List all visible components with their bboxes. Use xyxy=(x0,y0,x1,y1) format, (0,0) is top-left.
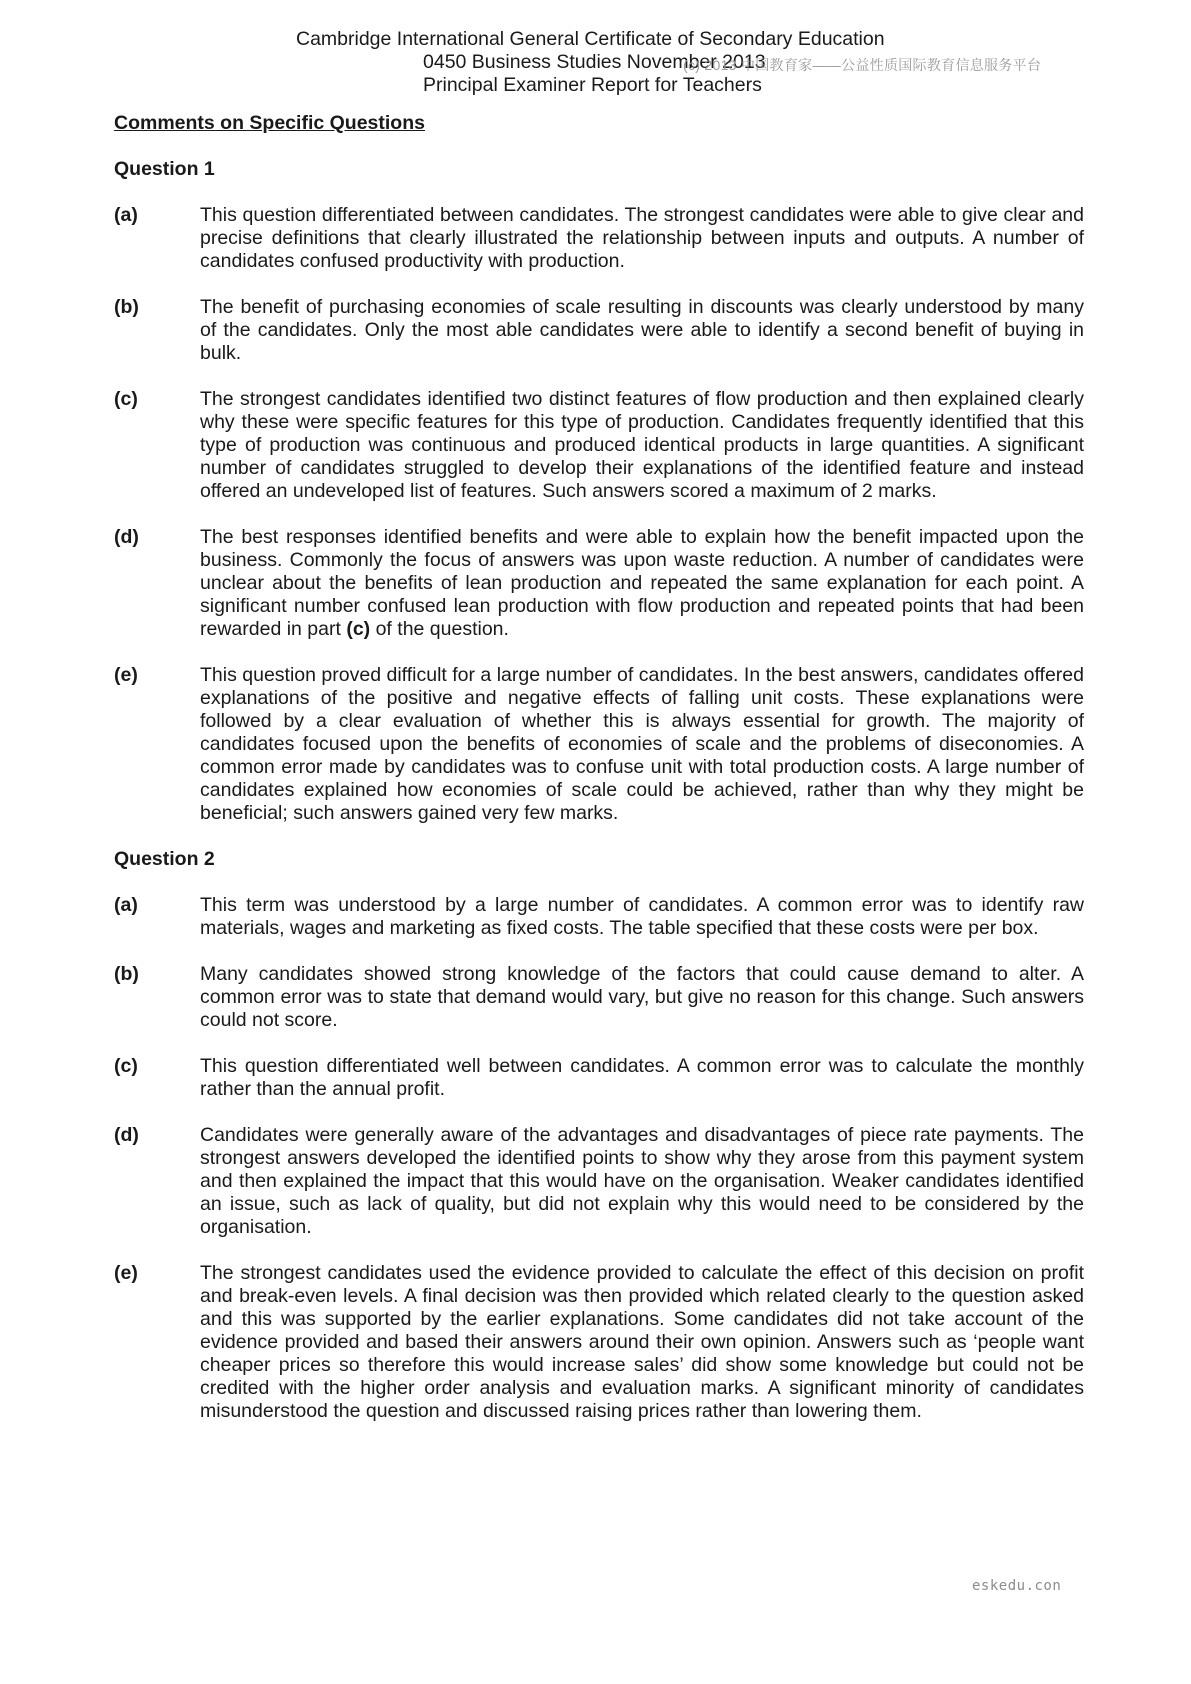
item-label: (a) xyxy=(114,894,138,916)
item-label: (e) xyxy=(114,664,138,686)
item-label: (c) xyxy=(114,388,138,410)
q1-item-e xyxy=(114,664,1084,825)
q2-item-a xyxy=(114,894,1084,940)
item-text-part: of the question. xyxy=(370,618,509,640)
item-text: The strongest candidates used the evidence provided to calculate the effect of this decision on profit and break-even levels. A final decision was then provided which related clearly to the question asked and this was supported by the earlier explanations. Some candidates did not take account of the evidence provided and based their answers around their own opinion. Answers such as ‘people want cheaper prices so therefore this would increase sales’ did show some knowledge but could not be credited with the higher order analysis and evaluation marks. A significant minority of candidates misunderstood the question and discussed raising prices rather than lowering them. xyxy=(200,1262,1084,1422)
question-1-heading: Question 1 xyxy=(114,158,215,180)
item-text: Many candidates showed strong knowledge of the factors that could cause demand to alter. A common error was to state that demand would vary, but give no reason for this change. Such answers could not score. xyxy=(200,963,1084,1031)
q1-item-a xyxy=(114,204,1084,273)
header-line-2: 0450 Business Studies November 2013 xyxy=(423,51,766,73)
header-line-3: Principal Examiner Report for Teachers xyxy=(423,74,762,96)
q1-item-b xyxy=(114,296,1084,365)
item-text-part: The best responses identified benefits and were able to explain how the benefit impacted upon the business. Commonly the focus of answers was upon waste reduction. A number of candidates were unclear about the benefits of lean production and repeated the same explanation for each point. A significant number confused lean production with flow production and repeated points that had been rewarded in part xyxy=(200,526,1084,640)
item-label: (e) xyxy=(114,1262,138,1284)
q2-item-c xyxy=(114,1055,1084,1101)
item-text: This question differentiated well between candidates. A common error was to calculate the monthly rather than the annual profit. xyxy=(200,1055,1084,1100)
section-title: Comments on Specific Questions xyxy=(114,112,425,134)
item-label: (b) xyxy=(114,963,139,985)
item-text xyxy=(200,526,1084,641)
item-label: (d) xyxy=(114,1124,139,1146)
q2-item-b xyxy=(114,963,1084,1032)
item-text: This question proved difficult for a large number of candidates. In the best answers, candidates offered explanations of the positive and negative effects of falling unit costs. These explanations were followed by a clear evaluation of whether this is always essential for growth. The majority of candidates focused upon the benefits of economies of scale and the problems of diseconomies. A common error made by candidates was to confuse unit with total production costs. A large number of candidates explained how economies of scale could be achieved, rather than why they might be beneficial; such answers gained very few marks. xyxy=(200,664,1084,824)
q1-item-d xyxy=(114,526,1084,641)
item-text-bold: (c) xyxy=(346,618,371,640)
q2-item-d xyxy=(114,1124,1084,1239)
item-label: (d) xyxy=(114,526,139,548)
item-text: The strongest candidates identified two distinct features of flow production and then explained clearly why these were specific features for this type of production. Candidates frequently identified that this type of production was continuous and produced identical products in large quantities. A significant number of candidates struggled to develop their explanations of the identified feature and instead offered an undeveloped list of features. Such answers scored a maximum of 2 marks. xyxy=(200,388,1084,502)
q2-item-e xyxy=(114,1262,1084,1423)
item-text: Candidates were generally aware of the advantages and disadvantages of piece rate payments. The strongest answers developed the identified points to show why they arose from this payment system and then explained the impact that this would have on the organisation. Weaker candidates identified an issue, such as lack of quality, but did not explain why this would need to be considered by the organisation. xyxy=(200,1124,1084,1238)
item-label: (c) xyxy=(114,1055,138,1077)
footer-site-mark: eskedu.con xyxy=(972,1578,1062,1594)
report-body xyxy=(114,112,1084,1446)
header-line-1: Cambridge International General Certificate of Secondary Education xyxy=(296,28,885,50)
item-text: This question differentiated between candidates. The strongest candidates were able to give clear and precise definitions that clearly illustrated the relationship between inputs and outputs. A number of candidates confused productivity with production. xyxy=(200,204,1084,272)
item-text: This term was understood by a large number of candidates. A common error was to identify raw materials, wages and marketing as fixed costs. The table specified that these costs were per box. xyxy=(200,894,1084,939)
watermark-text: (c) 2013 中国教育家——公益性质国际教育信息服务平台 xyxy=(683,57,1042,73)
question-2-heading: Question 2 xyxy=(114,848,215,870)
item-label: (a) xyxy=(114,204,138,226)
q1-item-c xyxy=(114,388,1084,503)
item-text: The benefit of purchasing economies of scale resulting in discounts was clearly understood by many of the candidates. Only the most able candidates were able to identify a second benefit of buying in bulk. xyxy=(200,296,1084,364)
item-label: (b) xyxy=(114,296,139,318)
